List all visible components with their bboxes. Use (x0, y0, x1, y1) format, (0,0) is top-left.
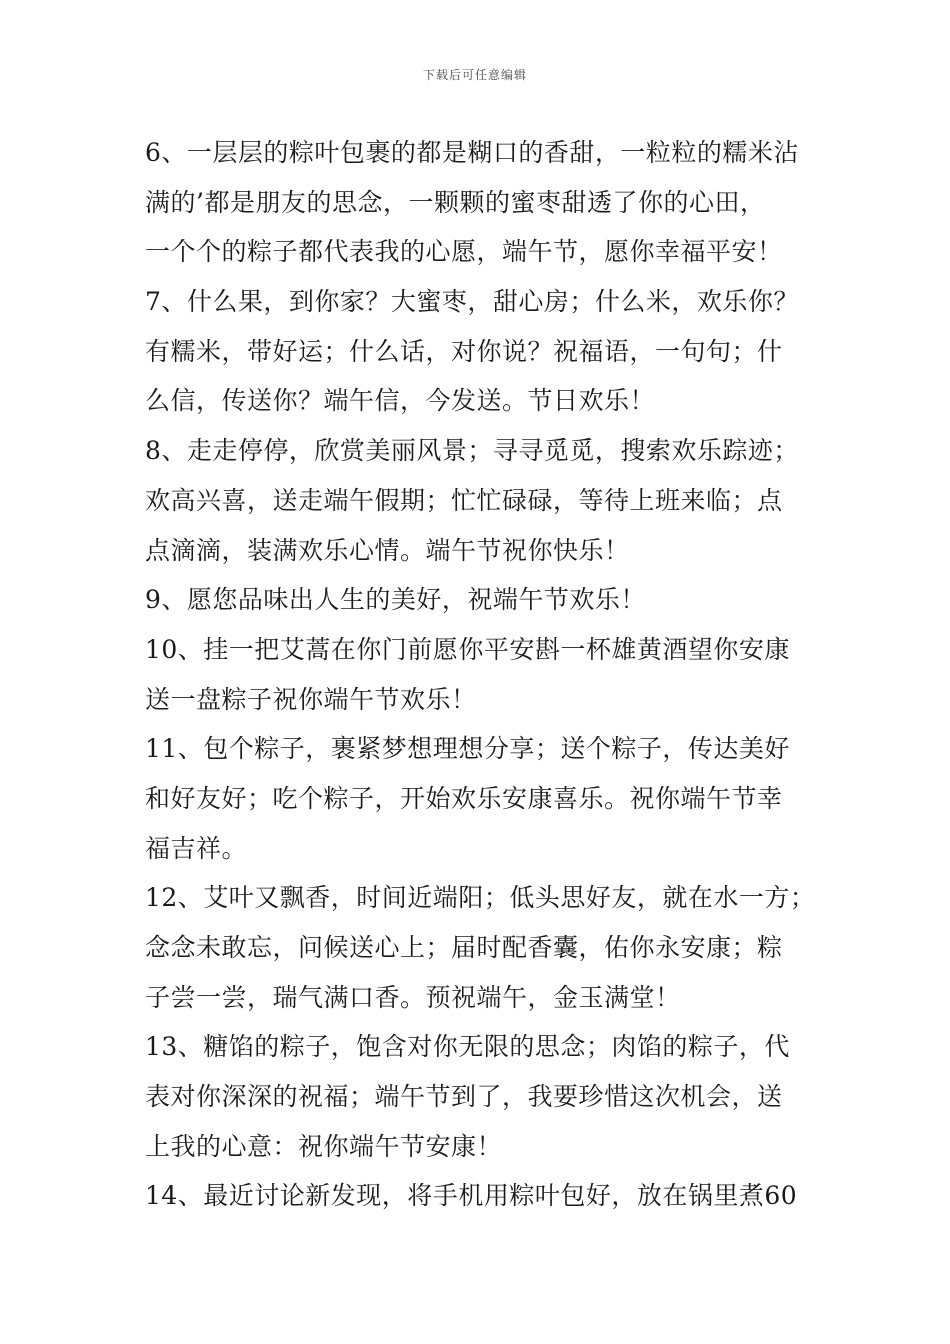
text-line: 12、艾叶又飘香，时间近端阳；低头思好友，就在水一方； (145, 883, 816, 913)
text-line: 念念未敢忘，问候送心上；届时配香囊，佑你永安康；粽 (145, 933, 783, 962)
text-line: 9、愿您品味出人生的美好，祝端午节欢乐！ (145, 585, 646, 615)
text-line: 点滴滴，装满欢乐心情。端午节祝你快乐！ (145, 535, 630, 565)
text-line: 欢高兴喜，送走端午假期；忙忙碌碌，等待上班来临；点 (145, 485, 783, 515)
text-line: 么信，传送你？端午信，今发送。节日欢乐！ (145, 386, 656, 416)
document-body (145, 128, 825, 1221)
text-line: 表对你深深的祝福；端午节到了，我要珍惜这次机会，送 (145, 1082, 783, 1112)
text-line: 送一盘粽子祝你端午节欢乐！ (145, 684, 477, 714)
text-line: 10、挂一把艾蒿在你门前愿你平安斟一杯雄黄酒望你安康 (145, 634, 790, 664)
text-line: 上我的心意：祝你端午节安康！ (145, 1131, 503, 1161)
text-line: 11、包个粽子，裹紧梦想理想分享；送个粽子，传达美好 (145, 734, 790, 764)
text-line: 满的’都是朋友的思念，一颗颗的蜜枣甜透了你的心田， (145, 187, 766, 217)
text-line: 7、什么果，到你家？大蜜枣，甜心房；什么米，欢乐你？ (145, 287, 799, 317)
text-line: 13、糖馅的粽子，饱含对你无限的思念；肉馅的粽子，代 (145, 1032, 790, 1062)
text-line: 子尝一尝，瑞气满口香。预祝端午，金玉满堂！ (145, 982, 681, 1012)
text-line: 8、走走停停，欣赏美丽风景；寻寻觅觅，搜索欢乐踪迹； (145, 436, 799, 466)
text-line: 有糯米，带好运；什么话，对你说？祝福语，一句句；什 (145, 336, 783, 366)
text-line: 福吉祥。 (145, 833, 248, 863)
text-line: 一个个的粽子都代表我的心愿，端午节，愿你幸福平安！ (145, 237, 783, 267)
text-line: 6、一层层的粽叶包裹的都是糊口的香甜，一粒粒的糯米沾 (145, 138, 799, 167)
text-line: 和好友好；吃个粽子，开始欢乐安康喜乐。祝你端午节幸 (145, 783, 783, 813)
page-header: 下载后可任意编辑 (422, 68, 527, 82)
text-line: 14、最近讨论新发现，将手机用粽叶包好，放在锅里煮60 (145, 1181, 798, 1211)
